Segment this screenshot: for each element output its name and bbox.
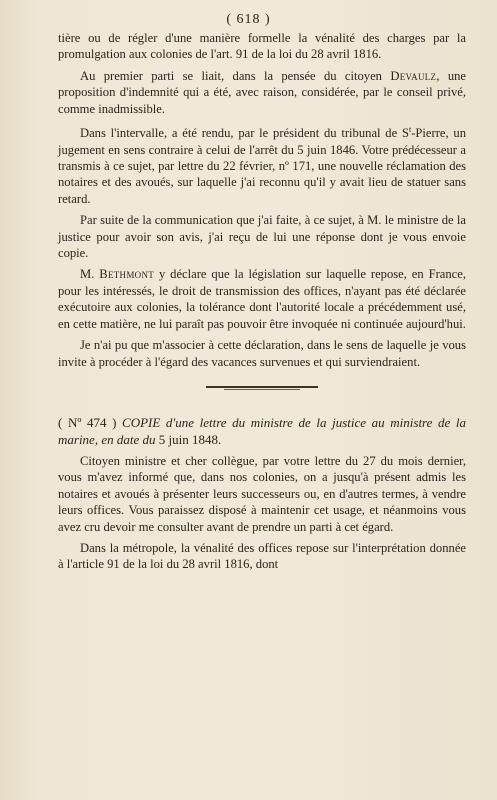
- page-number: ( 618 ): [226, 12, 271, 27]
- paragraph-jugement: [58, 122, 466, 207]
- person-name: Bethmont: [99, 267, 155, 282]
- text-column: [58, 30, 466, 578]
- paragraph-text: M.: [80, 267, 100, 282]
- paragraph-citoyen: Citoyen ministre et cher collègue, par votre lettre du 27 du mois dernier, vous m'avez informé que, dans nos colonies, on a jusqu'à présent admis les notaires et avoués à présenter leurs successeurs ou, en d'autres termes, à vendre leurs offices. Vous paraissez disposé à maintenir cet usage, et néanmoins vous avez cru devoir me consulter avant de prendre un parti à cet égard.: [58, 453, 466, 534]
- paragraph-communication: Par suite de la communication que j'ai faite, à ce sujet, à M. le ministre de la justice pour avoir son avis, j'ai reçu de lui une réponse dont je vous envoie copie.: [58, 213, 466, 261]
- paragraph-text: , une proposition d'indemnité qui a été, avec raison, considérée, par le conseil privé, comme inadmissible.: [58, 68, 467, 116]
- section-divider: [206, 386, 318, 388]
- paragraph-metropole: Dans la métropole, la vénalité des offices repose sur l'interprétation donnée à l'article 91 de la loi du 28 avril 1816, dont: [58, 540, 466, 572]
- document-date: 5 juin 1848.: [158, 431, 222, 447]
- paragraph-bethmont: [58, 266, 466, 332]
- document-title: COPIE d'une lettre du ministre de la justice au ministre de la marine, en date du: [58, 414, 467, 447]
- paragraph-devaulz: [58, 68, 466, 117]
- paragraph-text: y déclare que la législation sur laquelle repose, en France, pour les intéressés, le droit de transmission des offices, n'ayant pas été déclarée exécutoire aux colonies, la tolérance dont l'autorité locale a précédemment usé, en cette matière, ne lui paraît pas pouvoir être invoquée ni continuée aujourd'hui.: [58, 267, 466, 331]
- paragraph-continuation: tière ou de régler d'une manière formelle la vénalité des charges par la promulgation aux colonies de l'art. 91 de la loi du 28 avril 1816.: [58, 31, 466, 62]
- paragraph-text: Au premier parti se liait, dans la pensée du citoyen: [80, 68, 391, 83]
- paragraph-declaration: Je n'ai pu que m'associer à cette déclaration, dans le sens de laquelle je vous invite à procéder à l'égard des vacances survenues et qui surviendraient.: [58, 338, 466, 369]
- person-name: Devaulz: [390, 68, 437, 83]
- document-number: ( Nº 474 ): [58, 414, 117, 430]
- document-heading: [58, 414, 466, 448]
- superscript: t: [408, 125, 412, 135]
- paragraph-text: -Pierre, un jugement en sens contraire à celui de l'arrêt du 5 juin 1846. Votre prédécesseur a transmis à ce sujet, par lettre du 22 février, nº 171, une nouvelle réclamation des notaires et des avoués, sur laquelle j'ai reconnu qu'il y avait lieu de statuer sans retard.: [58, 126, 467, 206]
- paragraph-text: Dans l'intervalle, a été rendu, par le président du tribunal de S: [80, 126, 409, 141]
